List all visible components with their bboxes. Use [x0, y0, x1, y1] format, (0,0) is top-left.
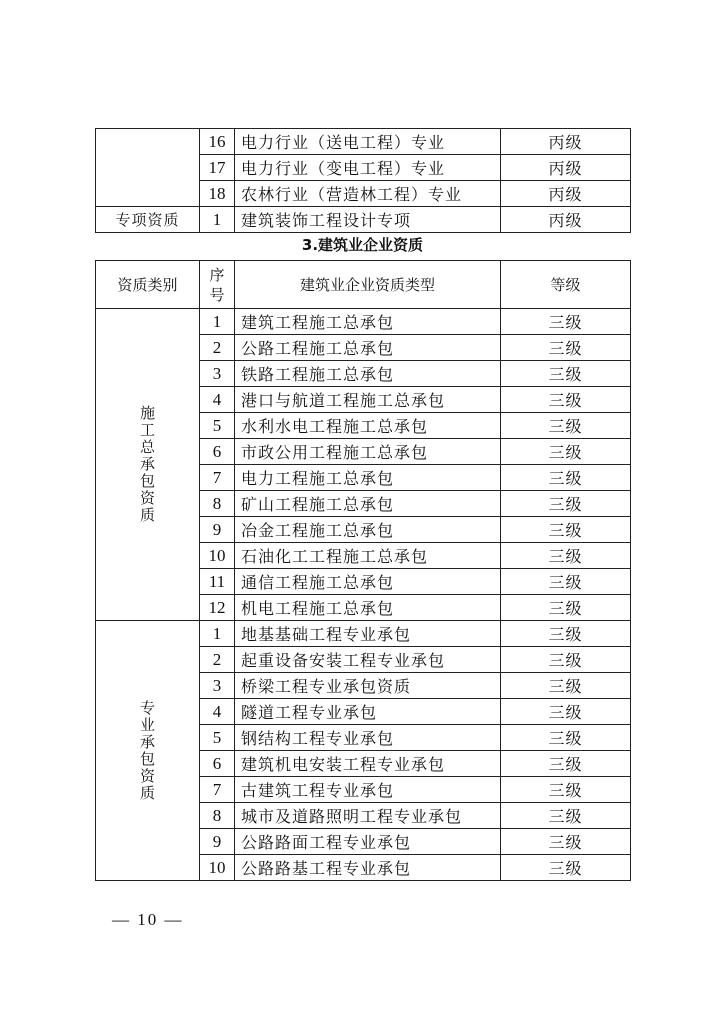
group-label-char: 资 — [139, 489, 155, 507]
header-category: 资质类别 — [96, 261, 200, 309]
qualification-name: 公路路基工程专业承包 — [235, 855, 501, 881]
group-label-char: 质 — [139, 506, 155, 524]
qualification-name: 地基基础工程专业承包 — [235, 621, 501, 647]
group-label-char: 承 — [139, 732, 155, 751]
qualification-grade: 三级 — [501, 543, 631, 569]
row-number: 8 — [200, 491, 235, 517]
qualification-name: 市政公用工程施工总承包 — [235, 439, 501, 465]
qualification-grade: 三级 — [501, 413, 631, 439]
group-label-specialty-contracting — [96, 621, 200, 881]
qualification-grade: 三级 — [501, 751, 631, 777]
row-number: 8 — [200, 803, 235, 829]
qualification-grade: 三级 — [501, 491, 631, 517]
group-label-general-contracting — [96, 309, 200, 621]
page-number: — 10 — — [112, 910, 184, 929]
row-number: 10 — [200, 855, 235, 881]
category-cell: 专项资质 — [96, 207, 200, 233]
row-number: 9 — [200, 517, 235, 543]
qualification-grade: 丙级 — [501, 207, 631, 233]
table-row — [96, 309, 631, 335]
qualification-grade: 三级 — [501, 517, 631, 543]
qualification-grade: 丙级 — [501, 155, 631, 181]
group-label-char: 业 — [139, 715, 155, 734]
row-number: 4 — [200, 387, 235, 413]
qualification-name: 公路路面工程专业承包 — [235, 829, 501, 855]
row-number: 17 — [200, 155, 235, 181]
qualification-grade: 丙级 — [501, 181, 631, 207]
qualification-grade: 三级 — [501, 361, 631, 387]
row-number: 11 — [200, 569, 235, 595]
group-label-char: 质 — [139, 783, 155, 802]
qualification-grade: 三级 — [501, 803, 631, 829]
row-number: 6 — [200, 439, 235, 465]
qualification-name: 铁路工程施工总承包 — [235, 361, 501, 387]
group-label-char: 承 — [139, 455, 155, 473]
qualification-name: 建筑机电安装工程专业承包 — [235, 751, 501, 777]
table-row — [96, 621, 631, 647]
row-number: 1 — [200, 621, 235, 647]
group-label-char: 资 — [139, 766, 155, 785]
qualification-name: 通信工程施工总承包 — [235, 569, 501, 595]
qualification-grade: 三级 — [501, 387, 631, 413]
row-number: 2 — [200, 647, 235, 673]
qualification-name: 公路工程施工总承包 — [235, 335, 501, 361]
qualification-grade: 三级 — [501, 673, 631, 699]
table-row — [96, 207, 631, 233]
qualification-name: 桥梁工程专业承包资质 — [235, 673, 501, 699]
row-number: 5 — [200, 725, 235, 751]
qualification-name: 电力行业（送电工程）专业 — [235, 129, 501, 155]
qualification-name: 隧道工程专业承包 — [235, 699, 501, 725]
row-number: 3 — [200, 673, 235, 699]
qualification-table-continued — [95, 128, 631, 233]
qualification-grade: 三级 — [501, 725, 631, 751]
row-number: 10 — [200, 543, 235, 569]
qualification-grade: 三级 — [501, 621, 631, 647]
qualification-name: 钢结构工程专业承包 — [235, 725, 501, 751]
row-number: 18 — [200, 181, 235, 207]
qualification-name: 电力行业（变电工程）专业 — [235, 155, 501, 181]
row-number: 1 — [200, 207, 235, 233]
qualification-name: 建筑工程施工总承包 — [235, 309, 501, 335]
section-title: 3.建筑业企业资质 — [301, 236, 424, 254]
qualification-grade: 丙级 — [501, 129, 631, 155]
qualification-name: 电力工程施工总承包 — [235, 465, 501, 491]
table-header-row — [96, 261, 631, 309]
qualification-name: 农林行业（营造林工程）专业 — [235, 181, 501, 207]
row-number: 6 — [200, 751, 235, 777]
qualification-grade: 三级 — [501, 855, 631, 881]
qualification-grade: 三级 — [501, 829, 631, 855]
row-number: 5 — [200, 413, 235, 439]
row-number: 4 — [200, 699, 235, 725]
qualification-name: 石油化工工程施工总承包 — [235, 543, 501, 569]
qualification-name: 古建筑工程专业承包 — [235, 777, 501, 803]
qualification-name: 城市及道路照明工程专业承包 — [235, 803, 501, 829]
qualification-grade: 三级 — [501, 595, 631, 621]
header-grade: 等级 — [501, 261, 631, 309]
header-seq-line2: 号 — [209, 285, 225, 304]
group-label-char: 包 — [139, 472, 155, 490]
row-number: 7 — [200, 777, 235, 803]
row-number: 16 — [200, 129, 235, 155]
qualification-name: 港口与航道工程施工总承包 — [235, 387, 501, 413]
row-number: 3 — [200, 361, 235, 387]
qualification-grade: 三级 — [501, 777, 631, 803]
row-number: 9 — [200, 829, 235, 855]
qualification-name: 矿山工程施工总承包 — [235, 491, 501, 517]
group-label-char: 工 — [139, 421, 155, 439]
table-row — [96, 129, 631, 155]
construction-qualification-table — [95, 260, 631, 881]
row-number: 1 — [200, 309, 235, 335]
qualification-name: 冶金工程施工总承包 — [235, 517, 501, 543]
header-type: 建筑业企业资质类型 — [235, 261, 501, 309]
qualification-name: 水利水电工程施工总承包 — [235, 413, 501, 439]
row-number: 2 — [200, 335, 235, 361]
qualification-grade: 三级 — [501, 309, 631, 335]
row-number: 12 — [200, 595, 235, 621]
category-cell — [96, 129, 200, 207]
group-label-char: 专 — [139, 698, 155, 717]
qualification-grade: 三级 — [501, 647, 631, 673]
group-label-char: 包 — [139, 749, 155, 768]
group-label-char: 施 — [139, 404, 155, 422]
qualification-grade: 三级 — [501, 465, 631, 491]
qualification-grade: 三级 — [501, 439, 631, 465]
header-seq-line1: 序 — [209, 265, 225, 284]
group-label-char: 总 — [139, 438, 155, 456]
qualification-grade: 三级 — [501, 569, 631, 595]
header-seq — [200, 261, 235, 309]
row-number: 7 — [200, 465, 235, 491]
qualification-name: 建筑装饰工程设计专项 — [235, 207, 501, 233]
qualification-name: 起重设备安装工程专业承包 — [235, 647, 501, 673]
qualification-name: 机电工程施工总承包 — [235, 595, 501, 621]
qualification-grade: 三级 — [501, 335, 631, 361]
qualification-grade: 三级 — [501, 699, 631, 725]
